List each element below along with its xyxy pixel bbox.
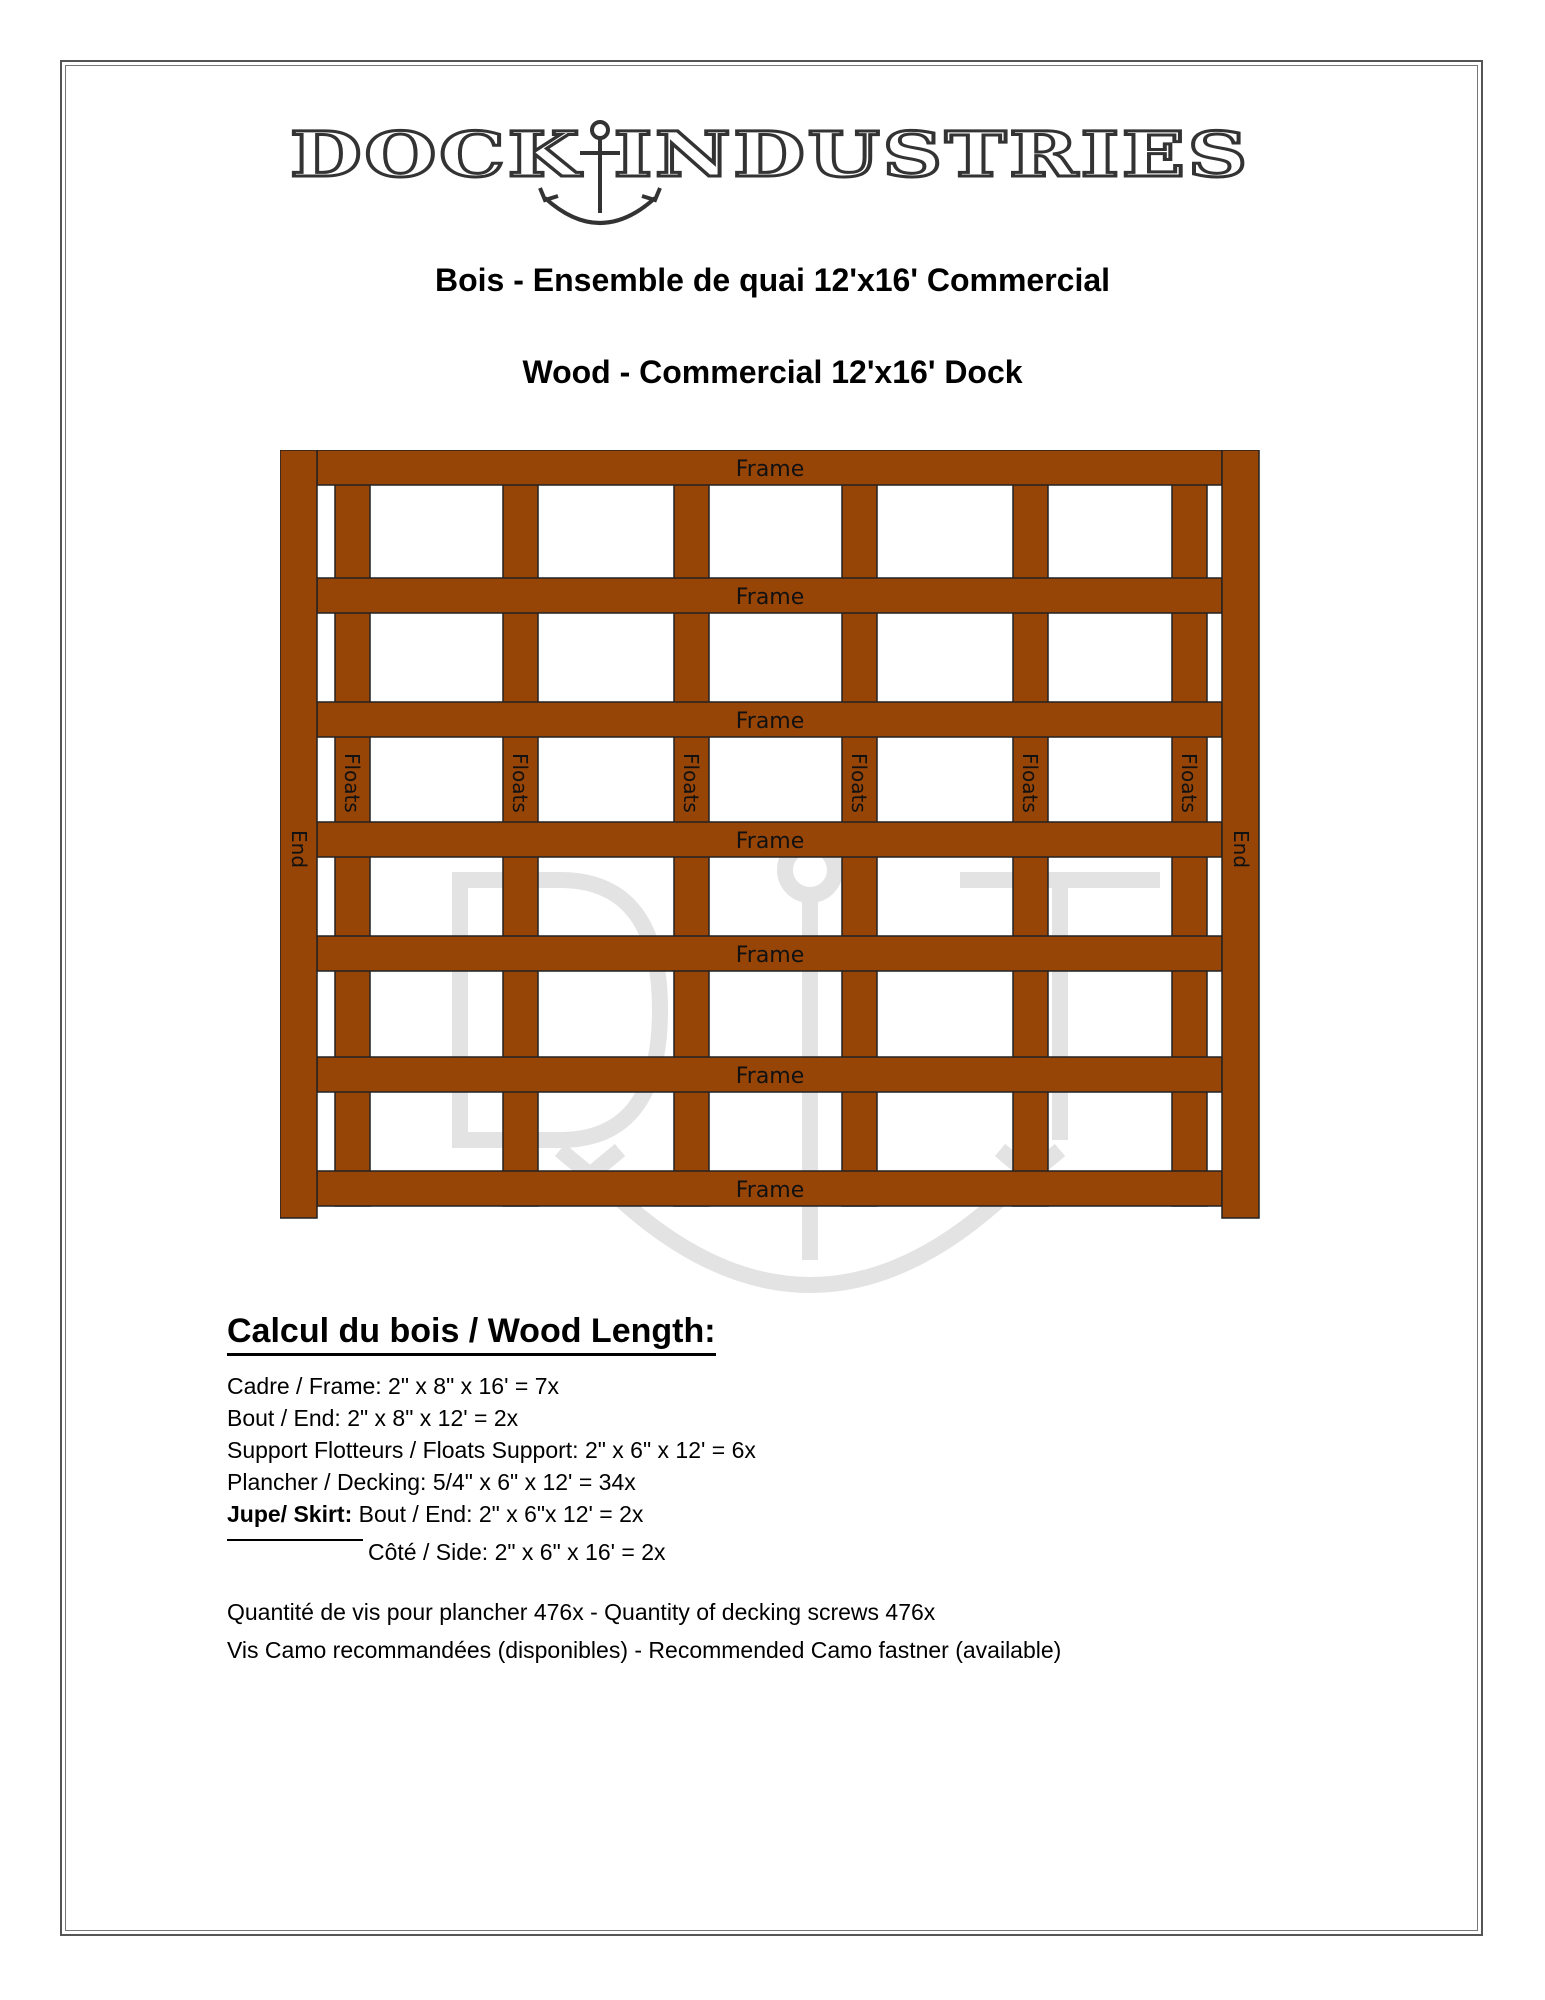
dock-industries-logo	[290, 118, 1255, 238]
logo-text	[290, 118, 1250, 191]
end-line: Bout / End: 2" x 8" x 12' = 2x	[227, 1405, 519, 1431]
floats-label-3: Floats	[679, 753, 703, 813]
floats-support-line: Support Flotteurs / Floats Support: 2" x 6" x 12' = 6x	[227, 1437, 756, 1463]
end-label-1: End	[287, 830, 311, 869]
skirt-underline	[227, 1539, 363, 1541]
skirt-end-row	[227, 1500, 643, 1528]
title-en: Wood - Commercial 12'x16' Dock	[522, 354, 1023, 390]
logo-wordmark: DOCK INDUSTRIES	[290, 118, 1250, 191]
frame-label-1: Frame	[735, 457, 805, 482]
skirt-end-line: Bout / End: 2" x 6"x 12' = 2x	[358, 1501, 644, 1527]
frame-label-3: Frame	[735, 709, 805, 734]
decking-line: Plancher / Decking: 5/4" x 6" x 12' = 34x	[227, 1469, 636, 1495]
camo-note: Vis Camo recommandées (disponibles) - Recommended Camo fastner (available)	[227, 1637, 1062, 1663]
frame-line: Cadre / Frame: 2" x 8" x 16' = 7x	[227, 1373, 559, 1399]
frame-label-6: Frame	[735, 1064, 805, 1089]
title-fr: Bois - Ensemble de quai 12'x16' Commercial	[434, 262, 1111, 298]
screws-note: Quantité de vis pour plancher 476x - Quantity of decking screws 476x	[227, 1599, 936, 1625]
floats-label-4: Floats	[847, 753, 871, 813]
skirt-side-line: Côté / Side: 2" x 6" x 16' = 2x	[368, 1539, 666, 1565]
frame-label-5: Frame	[735, 943, 805, 968]
end-label-2: End	[1229, 830, 1253, 869]
floats-label-1: Floats	[340, 753, 364, 813]
frame-label-7: Frame	[735, 1178, 805, 1203]
frame-label-2: Frame	[735, 585, 805, 610]
floats-label-2: Floats	[508, 753, 532, 813]
dock-frame-diagram	[280, 450, 1260, 1220]
frame-label-4: Frame	[735, 829, 805, 854]
materials-heading: Calcul du bois / Wood Length:	[227, 1312, 716, 1356]
floats-label-6: Floats	[1177, 753, 1201, 813]
skirt-label: Jupe/ Skirt:	[227, 1501, 353, 1527]
floats-label-5: Floats	[1018, 753, 1042, 813]
